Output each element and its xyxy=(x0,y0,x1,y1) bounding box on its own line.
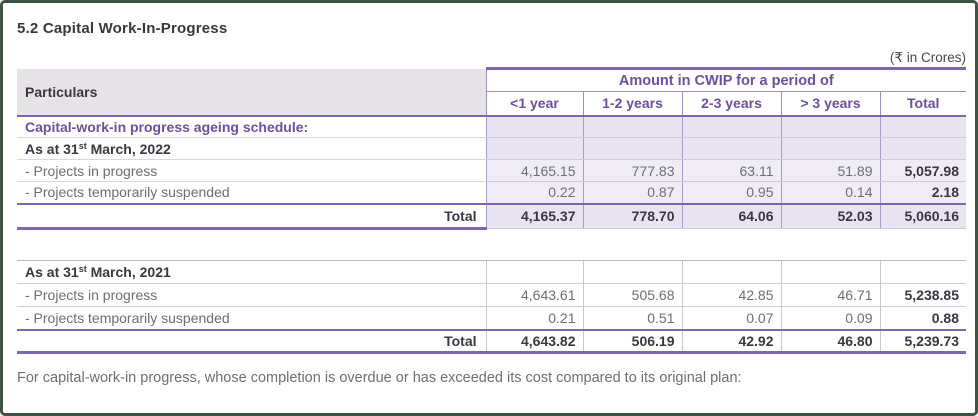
total-value: 5,060.16 xyxy=(880,204,966,229)
section-title: 5.2 Capital Work-In-Progress xyxy=(17,20,228,37)
table-row-section-label xyxy=(17,116,966,138)
empty-cell xyxy=(486,116,583,138)
row-label: - Projects temporarily suspended xyxy=(17,182,486,204)
empty-cell xyxy=(682,138,781,160)
heading-superscript: st xyxy=(78,140,87,151)
empty-cell xyxy=(781,261,880,284)
cell-value: 0.21 xyxy=(486,307,583,330)
cell-value: 0.51 xyxy=(583,307,682,330)
cell-value: 63.11 xyxy=(682,160,781,182)
cell-value-total: 5,057.98 xyxy=(880,160,966,182)
column-header-lt1-year: <1 year xyxy=(486,92,583,116)
table-row-projects-in-progress-2021 xyxy=(17,284,966,307)
empty-cell xyxy=(781,116,880,138)
table-header-group-row xyxy=(17,69,966,92)
cell-value: 0.14 xyxy=(781,182,880,204)
column-header-gt3-years: > 3 years xyxy=(781,92,880,116)
heading-superscript: st xyxy=(78,264,87,274)
cwip-table-2022 xyxy=(17,67,966,230)
total-value: 42.92 xyxy=(682,330,781,353)
empty-cell xyxy=(583,116,682,138)
cell-value: 777.83 xyxy=(583,160,682,182)
cell-value: 4,643.61 xyxy=(486,284,583,307)
table-row-projects-in-progress-2022 xyxy=(17,160,966,182)
cell-value: 4,165.15 xyxy=(486,160,583,182)
total-value: 778.70 xyxy=(583,204,682,229)
cell-value: 0.87 xyxy=(583,182,682,204)
cell-value-total: 0.88 xyxy=(880,307,966,330)
cell-value-total: 5,238.85 xyxy=(880,284,966,307)
ageing-schedule-label: Capital-work-in progress ageing schedule: xyxy=(17,116,486,138)
table-row-projects-suspended-2021 xyxy=(17,307,966,330)
empty-cell xyxy=(880,138,966,160)
empty-cell xyxy=(682,261,781,284)
row-label: - Projects temporarily suspended xyxy=(17,307,486,330)
heading-text: As at 31 xyxy=(25,140,79,157)
empty-cell xyxy=(880,116,966,138)
cell-value: 505.68 xyxy=(583,284,682,307)
block-heading-2021 xyxy=(17,261,486,284)
table-row-heading-2022 xyxy=(17,138,966,160)
total-value: 4,643.82 xyxy=(486,330,583,353)
total-value: 506.19 xyxy=(583,330,682,353)
block-heading-2022 xyxy=(17,138,486,160)
empty-cell xyxy=(781,138,880,160)
cell-value: 0.07 xyxy=(682,307,781,330)
table-row-heading-2021 xyxy=(17,261,966,284)
empty-cell xyxy=(583,138,682,160)
total-value: 46.80 xyxy=(781,330,880,353)
cell-value: 46.71 xyxy=(781,284,880,307)
column-header-1-2-years: 1-2 years xyxy=(583,92,682,116)
total-value: 5,239.73 xyxy=(880,330,966,353)
empty-cell xyxy=(682,116,781,138)
table-row-total-2022 xyxy=(17,204,966,229)
table-row-projects-suspended-2022 xyxy=(17,182,966,204)
heading-text: March, 2021 xyxy=(86,264,171,280)
total-value: 4,165.37 xyxy=(486,204,583,229)
empty-cell xyxy=(486,138,583,160)
total-label: Total xyxy=(17,204,486,229)
group-header: Amount in CWIP for a period of xyxy=(486,69,966,92)
column-header-total: Total xyxy=(880,92,966,116)
total-value: 64.06 xyxy=(682,204,781,229)
cell-value-total: 2.18 xyxy=(880,182,966,204)
column-header-2-3-years: 2-3 years xyxy=(682,92,781,116)
cell-value: 0.09 xyxy=(781,307,880,330)
total-value: 52.03 xyxy=(781,204,880,229)
heading-text: As at 31 xyxy=(25,264,79,280)
cell-value: 42.85 xyxy=(682,284,781,307)
footnote-text: For capital-work-in progress, whose completion is overdue or has exceeded its cost compared to its original plan: xyxy=(17,370,742,386)
empty-cell xyxy=(880,261,966,284)
cell-value: 51.89 xyxy=(781,160,880,182)
empty-cell xyxy=(486,261,583,284)
heading-text: March, 2022 xyxy=(86,140,171,157)
currency-note: (₹ in Crores) xyxy=(889,50,966,65)
cell-value: 0.22 xyxy=(486,182,583,204)
particulars-header: Particulars xyxy=(17,69,486,116)
cwip-table-2021 xyxy=(17,260,966,354)
table-row-total-2021 xyxy=(17,330,966,353)
empty-cell xyxy=(583,261,682,284)
row-label: - Projects in progress xyxy=(17,160,486,182)
total-label: Total xyxy=(17,330,486,353)
row-label: - Projects in progress xyxy=(17,284,486,307)
cell-value: 0.95 xyxy=(682,182,781,204)
